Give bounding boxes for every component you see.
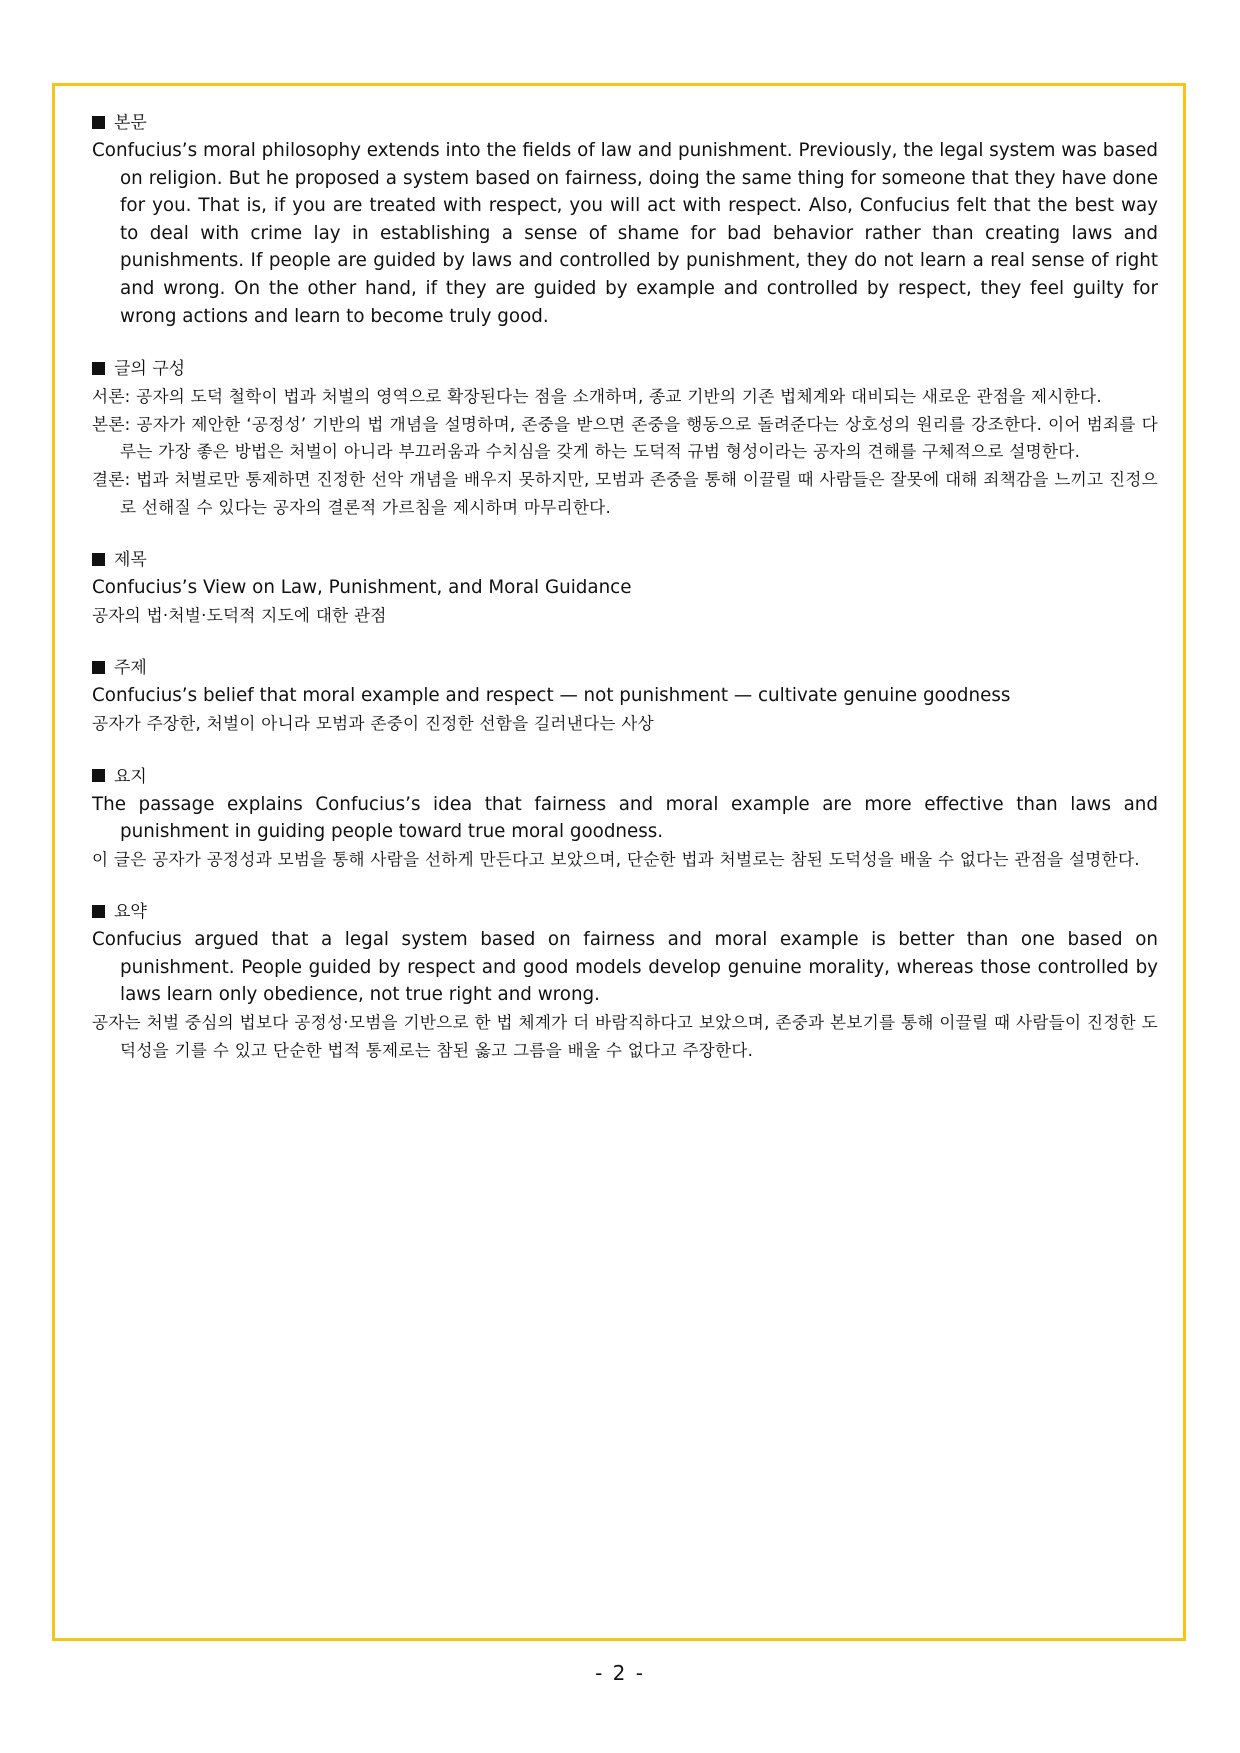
- section-heading-label: 본문: [114, 113, 147, 133]
- summary-korean: 공자는 처벌 중심의 법보다 공정성·모범을 기반으로 한 법 체계가 더 바람직하다고 보았으며, 존중과 본보기를 통해 이끌릴 때 사람들이 진정한 도덕성을 기를 수 있고 단순한 법적 통제로는 참된 옳고 그름을 배울 수 없다고 주장한다.: [92, 1013, 1158, 1060]
- worksheet-content: [92, 110, 1158, 1090]
- section-heading: [92, 899, 1158, 925]
- theme-korean: 공자가 주장한, 처벌이 아니라 모범과 존중이 진정한 선함을 길러낸다는 사상: [92, 713, 654, 733]
- structure-body: 본론: 공자가 제안한 ‘공정성’ 기반의 법 개념을 설명하며, 존중을 받으면 존중을 행동으로 돌려준다는 상호성의 원리를 강조한다. 이어 범죄를 다루는 가장 좋은 방법은 처벌이 아니라 부끄러움과 수치심을 갖게 하는 도덕적 규범 형성이라는 공자의 견해를 구체적으로 설명한다.: [92, 414, 1158, 462]
- section-heading: [92, 655, 1158, 681]
- title-korean: 공자의 법·처벌·도덕적 지도에 대한 관점: [92, 605, 387, 625]
- gist-korean: 이 글은 공자가 공정성과 모범을 통해 사람을 선하게 만든다고 보았으며, 단순한 법과 처벌로는 참된 도덕성을 배울 수 없다는 관점을 설명한다.: [92, 849, 1140, 869]
- section-heading: [92, 110, 1158, 136]
- structure-intro: 서론: 공자의 도덕 철학이 법과 처벌의 영역으로 확장된다는 점을 소개하며, 종교 기반의 기존 법체계와 대비되는 새로운 관점을 제시한다.: [92, 387, 1102, 407]
- section-heading-label: 요지: [114, 766, 147, 787]
- section-heading: [92, 547, 1158, 573]
- section-summary: [92, 899, 1158, 1064]
- page-number: - 2 -: [595, 1661, 645, 1685]
- summary-english: Confucius argued that a legal system based on fairness and moral example is better than one based on punishment. People guided by respect and good models develop genuine morality, whereas those controlled by laws learn only obedience, not true right and wrong.: [92, 929, 1158, 1006]
- passage-text: Confucius’s moral philosophy extends into the fields of law and punishment. Previously, the legal system was based on religion. But he proposed a system based on fairness, doing the same thing for someone that they have done for you. That is, if you are treated with respect, you will act with respect. Also, Confucius felt that the best way to deal with crime lay in establishing a sense of shame for bad behavior rather than creating laws and punishments. If people are guided by laws and controlled by punishment, they do not learn a real sense of right and wrong. On the other hand, if they are guided by example and controlled by respect, they feel guilty for wrong actions and learn to become truly good.: [92, 140, 1158, 327]
- section-theme: [92, 655, 1158, 737]
- section-heading-label: 글의 구성: [114, 359, 186, 380]
- title-english: Confucius’s View on Law, Punishment, and Moral Guidance: [92, 577, 632, 599]
- structure-conclusion: 결론: 법과 처벌로만 통제하면 진정한 선악 개념을 배우지 못하지만, 모범과 존중을 통해 이끌릴 때 사람들은 잘못에 대해 죄책감을 느끼고 진정으로 선해질 수 있다는 공자의 결론적 가르침을 제시하며 마무리한다.: [92, 469, 1158, 517]
- section-body: [92, 110, 1158, 330]
- black-square-icon: [92, 769, 105, 782]
- gist-english: The passage explains Confucius’s idea that fairness and moral example are more effective than laws and punishment in guiding people toward true moral goodness.: [92, 793, 1158, 843]
- section-structure: [92, 356, 1158, 521]
- section-heading-label: 제목: [114, 550, 147, 571]
- section-title: [92, 547, 1158, 629]
- black-square-icon: [92, 661, 105, 674]
- black-square-icon: [92, 116, 105, 129]
- section-gist: [92, 764, 1158, 874]
- theme-english: Confucius’s belief that moral example and respect — not punishment — cultivate genuine goodness: [92, 685, 1011, 707]
- section-heading: [92, 764, 1158, 790]
- black-square-icon: [92, 362, 105, 375]
- section-heading-label: 주제: [114, 658, 147, 679]
- black-square-icon: [92, 905, 105, 918]
- section-heading: [92, 356, 1158, 382]
- black-square-icon: [92, 553, 105, 566]
- section-heading-label: 요약: [114, 902, 147, 923]
